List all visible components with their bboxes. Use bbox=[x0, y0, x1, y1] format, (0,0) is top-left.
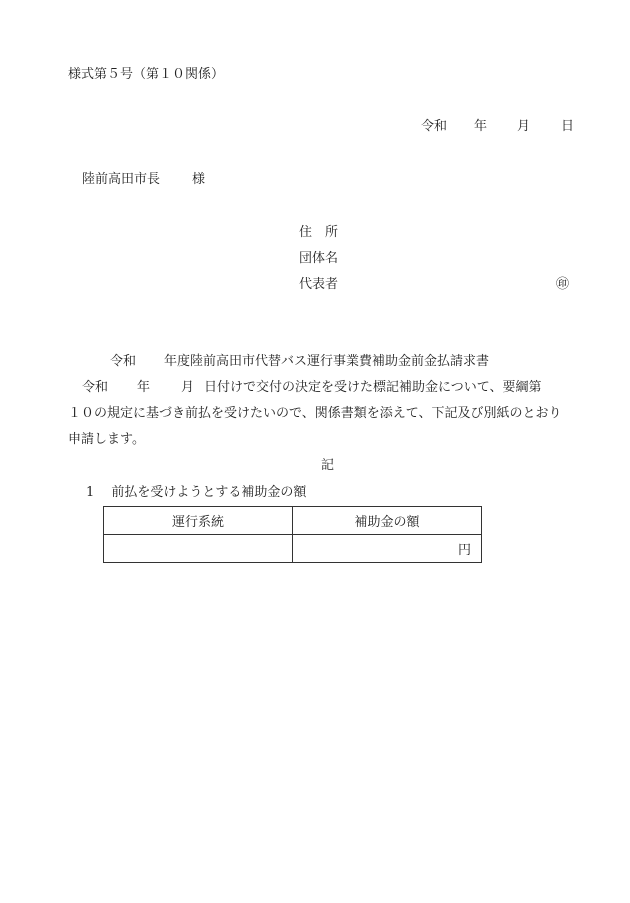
subject-text: 年度陸前高田市代替バス運行事業費補助金前金払請求書 bbox=[164, 354, 490, 369]
seal-mark: ㊞ bbox=[556, 277, 570, 292]
body-month-label: 月 bbox=[181, 380, 195, 395]
item-1-label: 1 前払を受けようとする補助金の額 bbox=[86, 485, 307, 500]
body-era: 令和 bbox=[82, 380, 109, 395]
subsidy-amount-table bbox=[103, 506, 482, 563]
table-header-row bbox=[104, 507, 482, 535]
body-line-2: １０の規定に基づき前払を受けたいので、関係書類を添えて、下記及び別紙のとおり bbox=[68, 406, 562, 421]
table-row bbox=[104, 535, 482, 563]
header-amount: 補助金の額 bbox=[293, 507, 482, 535]
date-year-label: 年 bbox=[474, 119, 488, 134]
body-year-label: 年 bbox=[137, 380, 151, 395]
addressee-honorific: 様 bbox=[192, 172, 206, 187]
subject-era: 令和 bbox=[110, 354, 137, 369]
applicant-representative-label: 代表者 bbox=[299, 277, 339, 292]
form-number: 様式第５号（第１０関係） bbox=[68, 67, 225, 82]
ki-heading: 記 bbox=[321, 458, 335, 473]
body-line-3: 申請します。 bbox=[68, 432, 145, 447]
date-day-label: 日 bbox=[561, 119, 575, 134]
cell-route bbox=[104, 535, 293, 563]
applicant-group-label: 団体名 bbox=[299, 251, 339, 266]
date-month-label: 月 bbox=[517, 119, 531, 134]
header-route: 運行系統 bbox=[104, 507, 293, 535]
body-line-1-text: 日付けで交付の決定を受けた標記補助金について、要綱第 bbox=[204, 380, 542, 395]
applicant-address-label: 住 所 bbox=[299, 225, 339, 240]
date-era: 令和 bbox=[421, 119, 448, 134]
addressee-name: 陸前高田市長 bbox=[82, 172, 161, 187]
cell-amount: 円 bbox=[293, 535, 482, 563]
